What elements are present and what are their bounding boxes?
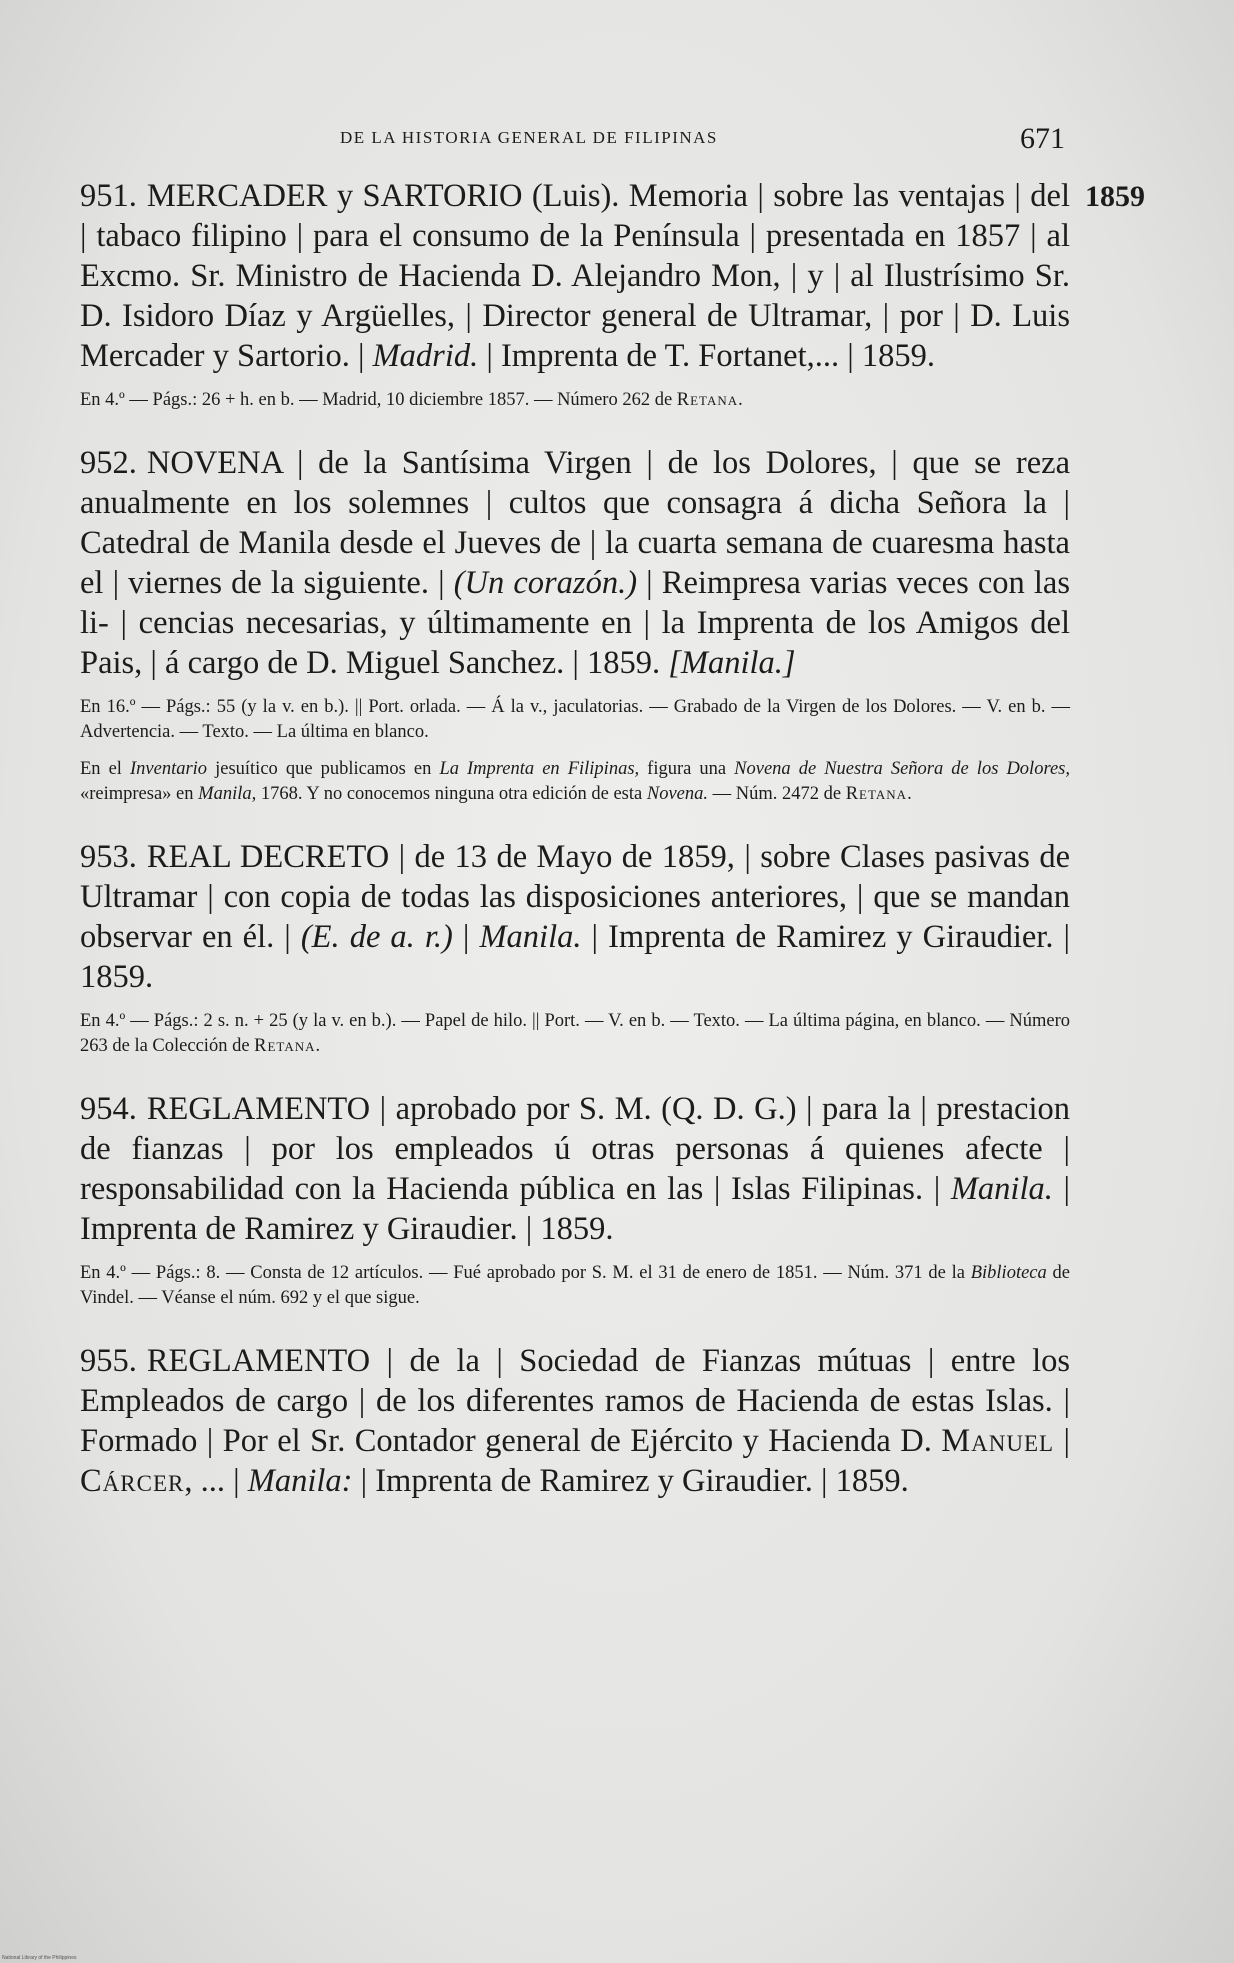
entry-number: 955. (80, 1343, 137, 1379)
entry-text: 952. NOVENA | de la Santísima Virgen | de los Dolores, | que se reza anualmente en los solemnes | cultos que consagra á dicha Señora la | Catedral de Manila desde el Jueves de | la cuarta semana de cuaresma hasta el | viernes de la siguiente. | (Un corazón.) | Reimpresa varias veces con las li- | cencias necesarias, y últimamente en | la Imprenta de los Amigos del Pais, | á cargo de D. Miguel Sanchez. | 1859. [Manila.] (80, 445, 1070, 681)
entry-note: En 4.º — Págs.: 8. — Consta de 12 artículos. — Fué aprobado por S. M. el 31 de enero de 1851. — Núm. 371 de la Biblioteca de Vindel. — Véanse el núm. 692 y el que sigue. (80, 1263, 1070, 1308)
entry-text: 951. MERCADER y SARTORIO (Luis). Memoria | sobre las ventajas | del | tabaco filipino | para el consumo de la Península | presentada en 1857 | al Excmo. Sr. Ministro de Hacienda D. Alejandro Mon, | y | al Ilustrísimo Sr. D. Isidoro Díaz y Argüelles, | Director general de Ultramar, | por | D. Luis Mercader y Sartorio. | Madrid. | Imprenta de T. Fortanet,... | 1859. (80, 178, 1070, 374)
entry-number: 952. (80, 445, 137, 481)
entry-text: 955. REGLAMENTO | de la | Sociedad de Fianzas mútuas | entre los Empleados de cargo | de los diferentes ramos de Hacienda de estas Islas. | Formado | Por el Sr. Contador general de Ejército y Hacienda D. Manuel | Cárcer, ... | Manila: | Imprenta de Ramirez y Giraudier. | 1859. (80, 1343, 1070, 1499)
entry-953 (80, 837, 1070, 1059)
bibliography-entries (80, 176, 1070, 1531)
entry-note: En 4.º — Págs.: 2 s. n. + 25 (y la v. en b.). — Papel de hilo. || Port. — V. en b. — Texto. — La última página, en blanco. — Número 263 de la Colección de Retana. (80, 1011, 1070, 1056)
entry-951 (80, 176, 1070, 413)
entry-955 (80, 1341, 1070, 1501)
entry-number: 954. (80, 1091, 137, 1127)
entry-text: 953. REAL DECRETO | de 13 de Mayo de 1859, | sobre Clases pasivas de Ultramar | con copia de todas las disposiciones anteriores, | que se mandan observar en él. | (E. de a. r.) | Manila. | Imprenta de Ramirez y Giraudier. | 1859. (80, 839, 1071, 995)
entry-note: En 16.º — Págs.: 55 (y la v. en b.). || Port. orlada. — Á la v., jaculatorias. — Grabado de la Virgen de los Dolores. — V. en b. — Advertencia. — Texto. — La última en blanco. (80, 697, 1070, 742)
page-number: 671 (1020, 122, 1065, 155)
year-margin-note: 1859 (1085, 180, 1145, 213)
entry-note: En 4.º — Págs.: 26 + h. en b. — Madrid, 10 diciembre 1857. — Número 262 de Retana. (80, 390, 743, 410)
entry-commentary: En el Inventario jesuítico que publicamos en La Imprenta en Filipinas, figura una Novena de Nuestra Señora de los Dolores, «reimpresa» en Manila, 1768. Y no conocemos ninguna otra edición de esta Novena. — Núm. 2472 de Retana. (80, 759, 1070, 804)
entry-number: 953. (80, 839, 137, 875)
entry-number: 951. (80, 178, 137, 214)
footer-credit: National Library of the Philippines (2, 1955, 77, 1961)
entry-954 (80, 1089, 1070, 1311)
entry-text: 954. REGLAMENTO | aprobado por S. M. (Q. D. G.) | para la | prestacion de fianzas | por los empleados ú otras personas á quienes afecte | responsabilidad con la Hacienda pública en las | Islas Filipinas. | Manila. | Imprenta de Ramirez y Giraudier. | 1859. (80, 1091, 1070, 1247)
entry-952 (80, 443, 1070, 807)
running-head: DE LA HISTORIA GENERAL DE FILIPINAS (340, 128, 718, 147)
